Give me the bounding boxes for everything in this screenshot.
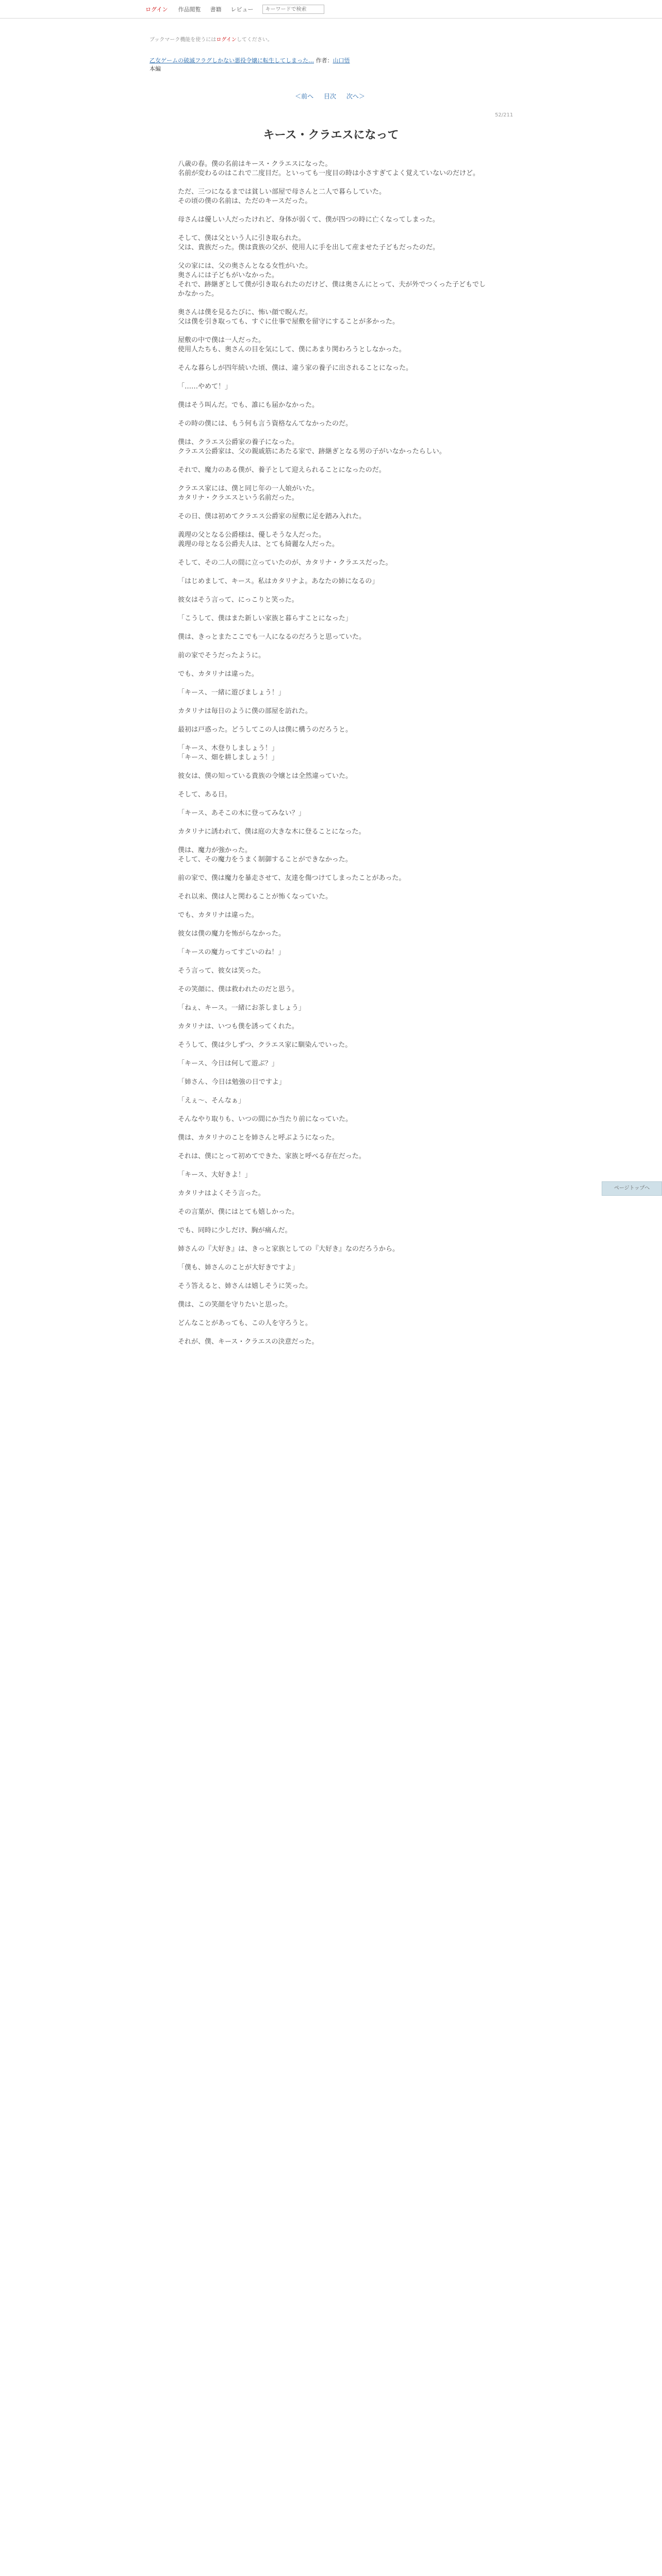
paragraph: その言葉が、僕にはとても嬉しかった。	[178, 1208, 299, 1216]
paragraph: 僕は、魔力が強かった。	[178, 846, 252, 854]
paragraph: 奥さんには子どもがいなかった。	[178, 272, 279, 279]
paragraph-gap	[178, 865, 487, 874]
paragraph-gap	[178, 1161, 487, 1171]
paragraph-gap	[178, 883, 487, 892]
paragraph-gap	[178, 762, 487, 772]
author-prefix: 作者：	[316, 57, 333, 64]
paragraph-gap	[178, 660, 487, 670]
paragraph-gap	[178, 1124, 487, 1133]
paragraph: 彼女は、僕の知っている貴族の令嬢とは全然違っていた。	[178, 772, 353, 780]
paragraph: 「えぇ～、そんなぁ」	[178, 1097, 245, 1105]
paragraph-gap	[178, 178, 487, 188]
paragraph: 僕は、きっとまたここでも一人になるのだろうと思っていた。	[178, 633, 366, 641]
paragraph: そんな暮らしが四年続いた頃、僕は、違う家の養子に出されることになった。	[178, 364, 413, 372]
paragraph: 義理の母となる公爵夫人は、とても綺麗な人だった。	[178, 540, 339, 548]
paragraph: 「こうして、僕はまた新しい家族と暮らすことになった」	[178, 615, 352, 622]
paragraph: そして、その魔力をうまく制御することができなかった。	[178, 856, 352, 863]
paragraph-gap	[178, 503, 487, 512]
paragraph-gap	[178, 392, 487, 401]
paragraph: 父の家には、父の奥さんとなる女性がいた。	[178, 262, 312, 270]
paragraph: 「キース、大好きよ！」	[178, 1171, 252, 1179]
paragraph-gap	[178, 1013, 487, 1022]
index-link[interactable]: 目次	[323, 93, 336, 100]
paragraph: それで、魔力のある僕が、養子として迎えられることになったのだ。	[178, 466, 386, 474]
paragraph-gap	[178, 456, 487, 466]
bookmark-login-link[interactable]: ログイン	[216, 37, 237, 43]
paragraph: 「はじめまして、キース。私はカタリナよ。あなたの姉になるの」	[178, 578, 379, 585]
paragraph: 彼女はそう言って、にっこりと笑った。	[178, 596, 299, 604]
paragraph-gap	[178, 1328, 487, 1337]
paragraph-gap	[178, 800, 487, 809]
paragraph-gap	[178, 920, 487, 929]
prev-link[interactable]: ＜前へ	[295, 93, 314, 100]
paragraph: 最初は戸惑った。どうしてこの人は僕に構うのだろうと。	[178, 726, 353, 734]
paragraph-gap	[178, 225, 487, 234]
paragraph: どんなことがあっても、この人を守ろうと。	[178, 1319, 312, 1327]
paragraph-gap	[178, 568, 487, 577]
paragraph: 僕は、クラエス公爵家の養子になった。	[178, 438, 299, 446]
series-title-link[interactable]: 乙女ゲームの破滅フラグしかない悪役令嬢に転生してしまった…	[150, 57, 314, 64]
paragraph-gap	[178, 781, 487, 790]
paragraph: 「姉さん、今日は勉強の日ですよ」	[178, 1078, 286, 1086]
paragraph: そう言って、彼女は笑った。	[178, 967, 265, 975]
paragraph-gap	[178, 252, 487, 262]
novel-body	[178, 160, 487, 1347]
paragraph: 「キース、一緒に遊びましょう！」	[178, 689, 285, 697]
paragraph-gap	[178, 586, 487, 596]
paragraph-gap	[178, 994, 487, 1004]
bookmark-tip-suffix: してください。	[236, 37, 273, 43]
paragraph: 姉さんの『大好き』は、きっと家族としての『大好き』なのだろうから。	[178, 1245, 400, 1253]
paragraph-gap	[178, 605, 487, 614]
paragraph: カタリナは、いつも僕を誘ってくれた。	[178, 1023, 299, 1030]
paragraph: 「キースの魔力ってすごいのね！」	[178, 948, 285, 956]
paragraph: ただ、三つになるまでは貧しい部屋で母さんと二人で暮らしていた。	[178, 188, 386, 196]
paragraph-gap	[178, 1235, 487, 1245]
login-link[interactable]: ログイン	[145, 6, 168, 13]
paragraph: それで、跡継ぎとして僕が引き取られたのだけど、僕は奥さんにとって、夫が外でつくった子どもでしかなかった。	[178, 281, 486, 298]
paragraph-gap	[178, 549, 487, 558]
paragraph: でも、カタリナは違った。	[178, 670, 258, 678]
paragraph: 使用人たちも、奥さんの目を気にして、僕にあまり関わろうとしなかった。	[178, 346, 406, 353]
paragraph: 前の家でそうだったように。	[178, 652, 266, 659]
paragraph-gap	[178, 373, 487, 382]
paragraph: そして、ある日。	[178, 791, 231, 799]
paragraph: カタリナに誘われて、僕は庭の大きな木に登ることになった。	[178, 828, 366, 836]
bookmark-tip-prefix: ブックマーク機能を使うには	[150, 37, 217, 43]
paragraph: カタリナは毎日のように僕の部屋を訪れた。	[178, 707, 312, 715]
paragraph-gap	[178, 475, 487, 484]
paragraph-gap	[178, 1106, 487, 1115]
nav-review[interactable]: レビュー	[230, 6, 254, 13]
paragraph-gap	[178, 1069, 487, 1078]
next-link[interactable]: 次へ＞	[346, 93, 365, 100]
paragraph-gap	[178, 1273, 487, 1282]
paragraph-gap	[178, 837, 487, 846]
paragraph: 母さんは優しい人だったけれど、身体が弱くて、僕が四つの時に亡くなってしまった。	[178, 216, 439, 224]
paragraph-gap	[178, 679, 487, 688]
paragraph-gap	[178, 410, 487, 419]
paragraph-gap	[178, 976, 487, 985]
paragraph: そうして、僕は少しずつ、クラエス家に馴染んでいった。	[178, 1041, 352, 1049]
paragraph: そして、僕は父という人に引き取られた。	[178, 234, 305, 242]
paragraph: その笑顔に、僕は救われたのだと思う。	[178, 986, 299, 993]
paragraph-gap	[178, 1180, 487, 1189]
paragraph-gap	[178, 902, 487, 911]
paragraph: 義理の父となる公爵様は、優しそうな人だった。	[178, 531, 326, 539]
paragraph-gap	[178, 957, 487, 967]
page-top-button[interactable]: ページトップへ	[602, 1181, 662, 1196]
paragraph: クラエス家には、僕と同じ年の一人娘がいた。	[178, 485, 319, 493]
paragraph: 「キース、今日は何して遊ぶ？」	[178, 1060, 278, 1067]
paragraph: クラエス公爵家は、父の親戚筋にあたる家で、跡継ぎとなる男の子がいなかったらしい。	[178, 448, 446, 455]
paragraph: そんなやり取りも、いつの間にか当たり前になっていた。	[178, 1115, 353, 1123]
paragraph: でも、同時に少しだけ、胸が痛んだ。	[178, 1227, 292, 1234]
paragraph: 父は、貴族だった。僕は貴族の父が、使用人に手を出して産ませた子どもだったのだ。	[178, 244, 440, 251]
paragraph-gap	[178, 206, 487, 215]
paragraph-gap	[178, 1310, 487, 1319]
paragraph-gap	[178, 1087, 487, 1096]
paragraph-gap	[178, 1050, 487, 1059]
paragraph-gap	[178, 1291, 487, 1300]
paragraph: 奥さんは僕を見るたびに、怖い顔で睨んだ。	[178, 309, 312, 316]
nav-books[interactable]: 書籍	[210, 6, 222, 13]
paragraph: 僕は、カタリナのことを姉さんと呼ぶようになった。	[178, 1134, 339, 1142]
paragraph: カタリナ・クラエスという名前だった。	[178, 494, 299, 502]
paragraph: 僕はそう叫んだ。でも、誰にも届かなかった。	[178, 401, 319, 409]
paragraph: 「ねぇ、キース。一緒にお茶しましょう」	[178, 1004, 305, 1012]
paragraph-gap	[178, 642, 487, 651]
paragraph-gap	[178, 698, 487, 707]
paragraph-gap	[178, 429, 487, 438]
paragraph: それ以来、僕は人と関わることが怖くなっていた。	[178, 893, 333, 901]
paragraph: 屋敷の中で僕は一人だった。	[178, 336, 266, 344]
paragraph-gap	[178, 818, 487, 827]
paragraph-gap	[178, 354, 487, 364]
paragraph: カタリナはよくそう言った。	[178, 1190, 265, 1197]
paragraph: それが、僕、キース・クラエスの決意だった。	[178, 1338, 319, 1346]
paragraph: でも、カタリナは違った。	[178, 911, 258, 919]
search-input[interactable]	[262, 5, 324, 14]
paragraph-gap	[178, 299, 487, 308]
paragraph: 「キース、畑を耕しましょう！」	[178, 754, 278, 761]
paragraph-gap	[178, 1217, 487, 1226]
paragraph: 「キース、あそこの木に登ってみない？」	[178, 809, 305, 817]
bookmark-tip	[150, 35, 273, 43]
top-nav	[145, 5, 324, 14]
paragraph: そう答えると、姉さんは嬉しそうに笑った。	[178, 1282, 312, 1290]
chapter-pager	[278, 92, 382, 100]
paragraph: 「僕も、姉さんのことが大好きですよ」	[178, 1264, 299, 1272]
paragraph-gap	[178, 1031, 487, 1041]
paragraph-gap	[178, 735, 487, 744]
paragraph: それは、僕にとって初めてできた、家族と呼べる存在だった。	[178, 1153, 366, 1160]
paragraph-gap	[178, 623, 487, 633]
series-status: 本編	[150, 65, 161, 72]
paragraph: その時の僕には、もう何も言う資格なんてなかったのだ。	[178, 420, 353, 428]
paragraph: 「……やめて！」	[178, 383, 232, 391]
paragraph: その日、僕は初めてクラエス公爵家の屋敷に足を踏み入れた。	[178, 513, 366, 520]
paragraph-gap	[178, 1198, 487, 1208]
chapter-title: キース・クラエスになって	[263, 129, 399, 142]
author-link[interactable]: 山口悟	[333, 57, 350, 64]
nav-browse[interactable]: 作品閲覧	[178, 6, 201, 13]
paragraph-gap	[178, 1143, 487, 1152]
paragraph-gap	[178, 327, 487, 336]
top-bar	[0, 0, 662, 19]
paragraph-gap	[178, 939, 487, 948]
paragraph: 「キース、木登りしましょう！」	[178, 744, 278, 752]
paragraph: 八歳の春。僕の名前はキース・クラエスになった。	[178, 160, 332, 168]
paragraph: そして、その二人の間に立っていたのが、カタリナ・クラエスだった。	[178, 559, 392, 567]
paragraph-gap	[178, 521, 487, 531]
paragraph: 父は僕を引き取っても、すぐに仕事で屋敷を留守にすることが多かった。	[178, 318, 400, 326]
paragraph-gap	[178, 1254, 487, 1263]
paragraph: 名前が変わるのはこれで二度目だ。といっても一度目の時は小さすぎてよく覚えていないのだけど。	[178, 170, 480, 177]
series-info	[150, 57, 479, 73]
paragraph: 彼女は僕の魔力を怖がらなかった。	[178, 930, 286, 938]
paragraph: 前の家で、僕は魔力を暴走させて、友達を傷つけてしまったことがあった。	[178, 874, 406, 882]
paragraph-gap	[178, 716, 487, 725]
paragraph: その頃の僕の名前は、ただのキースだった。	[178, 197, 312, 205]
chapter-number: 52/211	[495, 112, 514, 118]
paragraph: 僕は、この笑顔を守りたいと思った。	[178, 1301, 292, 1309]
